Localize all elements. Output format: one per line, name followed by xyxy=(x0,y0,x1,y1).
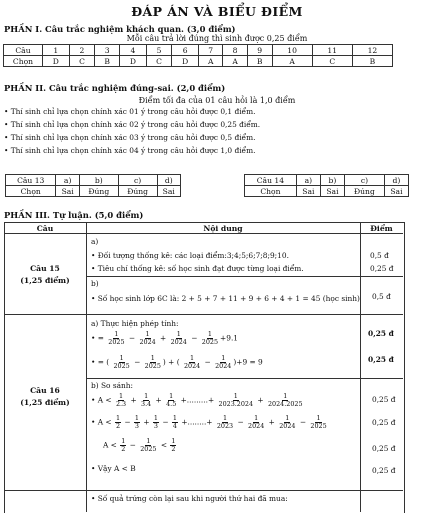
part1-subtitle: Mỗi câu trả lời đúng thì sinh được 0,25 điểm xyxy=(126,34,308,43)
q16-label: Câu 16 xyxy=(30,386,60,395)
q14-ans: Đúng xyxy=(345,186,385,197)
q13-opt: a) xyxy=(56,175,79,186)
q16-score: 0,25 đ xyxy=(368,329,394,338)
part2-rule: • Thí sinh chỉ lựa chọn chính xác 04 ý trong câu hỏi được 1,0 điểm. xyxy=(4,146,256,155)
q16-a-tail1: +9.1 xyxy=(220,333,238,343)
q15-points: (1,25 điểm) xyxy=(20,276,70,285)
q15-a1: • Đối tượng thống kê: các loại điểm:3;4;5;6;7;8;9;10. xyxy=(91,251,289,260)
q16-a-tail2: +9 = 9 xyxy=(236,357,263,367)
q16-score: 0,25 đ xyxy=(368,355,394,364)
q16-b-expr3: A < $\frac{1}{2}$ − $\frac{1}{2025}$ < $\frac{1}{2}$ xyxy=(103,437,176,453)
q-cell: 8 xyxy=(223,45,247,56)
q14-chon: Chọn xyxy=(245,186,297,197)
q-cell: 9 xyxy=(247,45,272,56)
a-cell: D xyxy=(172,56,199,67)
q14-ans: Sai xyxy=(296,186,320,197)
col-content-header: Nội dung xyxy=(203,224,243,233)
q13-opt: b) xyxy=(79,175,118,186)
q16-b-expr2: • A < $\frac{1}{2}$ − $\frac{1}{3}$ + $\frac{1}{3}$ − $\frac{1}{4}$ +........+ $\frac{1}{2023}$ − $\frac{1}{2024}$ + $\frac{1}{2024}$ − $\frac{1}{2025}$ xyxy=(91,414,327,430)
q13-chon: Chọn xyxy=(6,186,56,197)
q14-table xyxy=(244,174,409,197)
q13-label: Câu 13 xyxy=(6,175,56,186)
q14-ans: Sai xyxy=(320,186,344,197)
a-cell: B xyxy=(95,56,120,67)
q14-opt: d) xyxy=(384,175,408,186)
q-cell: 12 xyxy=(352,45,392,56)
q15-score: 0,5 đ xyxy=(372,292,391,301)
a-cell: A xyxy=(272,56,312,67)
q13-ans: Đúng xyxy=(118,186,157,197)
header-chon: Chọn xyxy=(4,56,43,67)
col-score-header: Điểm xyxy=(370,224,393,233)
q16-score: 0,25 đ xyxy=(372,418,396,427)
q-cell: 5 xyxy=(146,45,172,56)
part2-subtitle: Điểm tối đa của 01 câu hỏi là 1,0 điểm xyxy=(138,96,296,105)
q14-opt: b) xyxy=(320,175,344,186)
q-cell: 6 xyxy=(172,45,199,56)
a-cell: B xyxy=(352,56,392,67)
q16-score: 0,25 đ xyxy=(372,466,396,475)
q13-ans: Sai xyxy=(56,186,79,197)
divider xyxy=(360,222,361,512)
a-cell: A xyxy=(223,56,247,67)
q16-b-expr1: • A < $\frac{1}{2.3}$ + $\frac{1}{3.4}$ + $\frac{1}{4.5}$ +.........+ $\frac{1}{2023.2024}$ + $\frac{1}{2024.2025}$ xyxy=(91,392,303,408)
q13-table xyxy=(5,174,181,197)
q17-line: • Số quả trứng còn lại sau khi người thứ hai đã mua: xyxy=(91,494,288,503)
header-cau: Câu xyxy=(4,45,43,56)
q-cell: 3 xyxy=(95,45,120,56)
q15-b-label: b) xyxy=(91,279,99,288)
q13-ans: Đúng xyxy=(79,186,118,197)
q-cell: 2 xyxy=(69,45,95,56)
q15-score: 0,5 đ xyxy=(370,251,389,260)
part3-heading: PHẦN III. Tự luận. (5,0 điểm) xyxy=(4,210,144,220)
a-cell: C xyxy=(69,56,95,67)
q16-a-expr1: • = $\frac{1}{2025}$ − $\frac{1}{2024}$ + $\frac{1}{2024}$ − $\frac{1}{2025}$ +9.1 xyxy=(91,330,238,346)
q-cell: 10 xyxy=(272,45,312,56)
q15-label: Câu 15 xyxy=(30,264,60,273)
q16-a-expr2: • = ( $\frac{1}{2025}$ − $\frac{1}{2025}$ ) + ( $\frac{1}{2024}$ − $\frac{1}{2024}$ )+9 = 9 xyxy=(91,354,263,370)
part1-answer-row xyxy=(4,56,393,67)
part2-rule: • Thí sinh chỉ lựa chọn chính xác 02 ý trong câu hỏi được 0,25 điểm. xyxy=(4,120,261,129)
divider xyxy=(86,378,403,379)
part2-heading: PHẦN II. Câu trắc nghiệm đúng-sai. (2,0 điểm) xyxy=(4,83,226,93)
q-cell: 7 xyxy=(199,45,223,56)
page-title: ĐÁP ÁN VÀ BIỂU ĐIỂM xyxy=(131,4,303,19)
q16-b-last: • Vậy A < B xyxy=(91,464,136,473)
q13-opt: d) xyxy=(157,175,181,186)
q-cell: 4 xyxy=(120,45,147,56)
q14-ans: Sai xyxy=(384,186,408,197)
divider xyxy=(86,276,403,277)
part1-question-row xyxy=(4,45,393,56)
q14-label: Câu 14 xyxy=(245,175,297,186)
q-cell: 11 xyxy=(312,45,352,56)
q14-opt: a) xyxy=(296,175,320,186)
col-cau-header: Câu xyxy=(36,224,54,233)
q16-score: 0,25 đ xyxy=(372,395,396,404)
divider xyxy=(4,490,403,491)
part2-rule: • Thí sinh chỉ lựa chọn chính xác 01 ý trong câu hỏi được 0,1 điểm. xyxy=(4,107,256,116)
q16-score: 0,25 đ xyxy=(372,444,396,453)
q15-b1: • Số học sinh lớp 6C là: 2 + 5 + 7 + 11 + 9 + 6 + 4 + 1 = 45 (học sinh) xyxy=(91,294,360,303)
q15-score: 0,25 đ xyxy=(370,264,394,273)
q-cell: 1 xyxy=(43,45,70,56)
q15-a2: • Tiêu chí thống kê: số học sinh đạt được từng loại điểm. xyxy=(91,264,304,273)
a-cell: C xyxy=(312,56,352,67)
divider xyxy=(4,314,403,315)
divider xyxy=(86,222,87,512)
q16-points: (1,25 điểm) xyxy=(20,398,70,407)
a-cell: C xyxy=(146,56,172,67)
part1-answer-table xyxy=(3,44,393,67)
a-cell: A xyxy=(199,56,223,67)
a-cell: D xyxy=(43,56,70,67)
part1-heading: PHẦN I. Câu trắc nghiệm khách quan. (3,0 điểm) xyxy=(4,24,236,34)
q13-opt: c) xyxy=(118,175,157,186)
a-cell: D xyxy=(120,56,147,67)
part2-rule: • Thí sinh chỉ lựa chọn chính xác 03 ý trong câu hỏi được 0,5 điểm. xyxy=(4,133,256,142)
q15-a-label: a) xyxy=(91,237,99,246)
q13-ans: Sai xyxy=(157,186,181,197)
divider xyxy=(4,233,403,234)
q16-b-label: b) So sánh: xyxy=(91,381,134,390)
a-cell: B xyxy=(247,56,272,67)
q16-a-label: a) Thực hiện phép tính: xyxy=(91,319,179,328)
q14-opt: c) xyxy=(345,175,385,186)
